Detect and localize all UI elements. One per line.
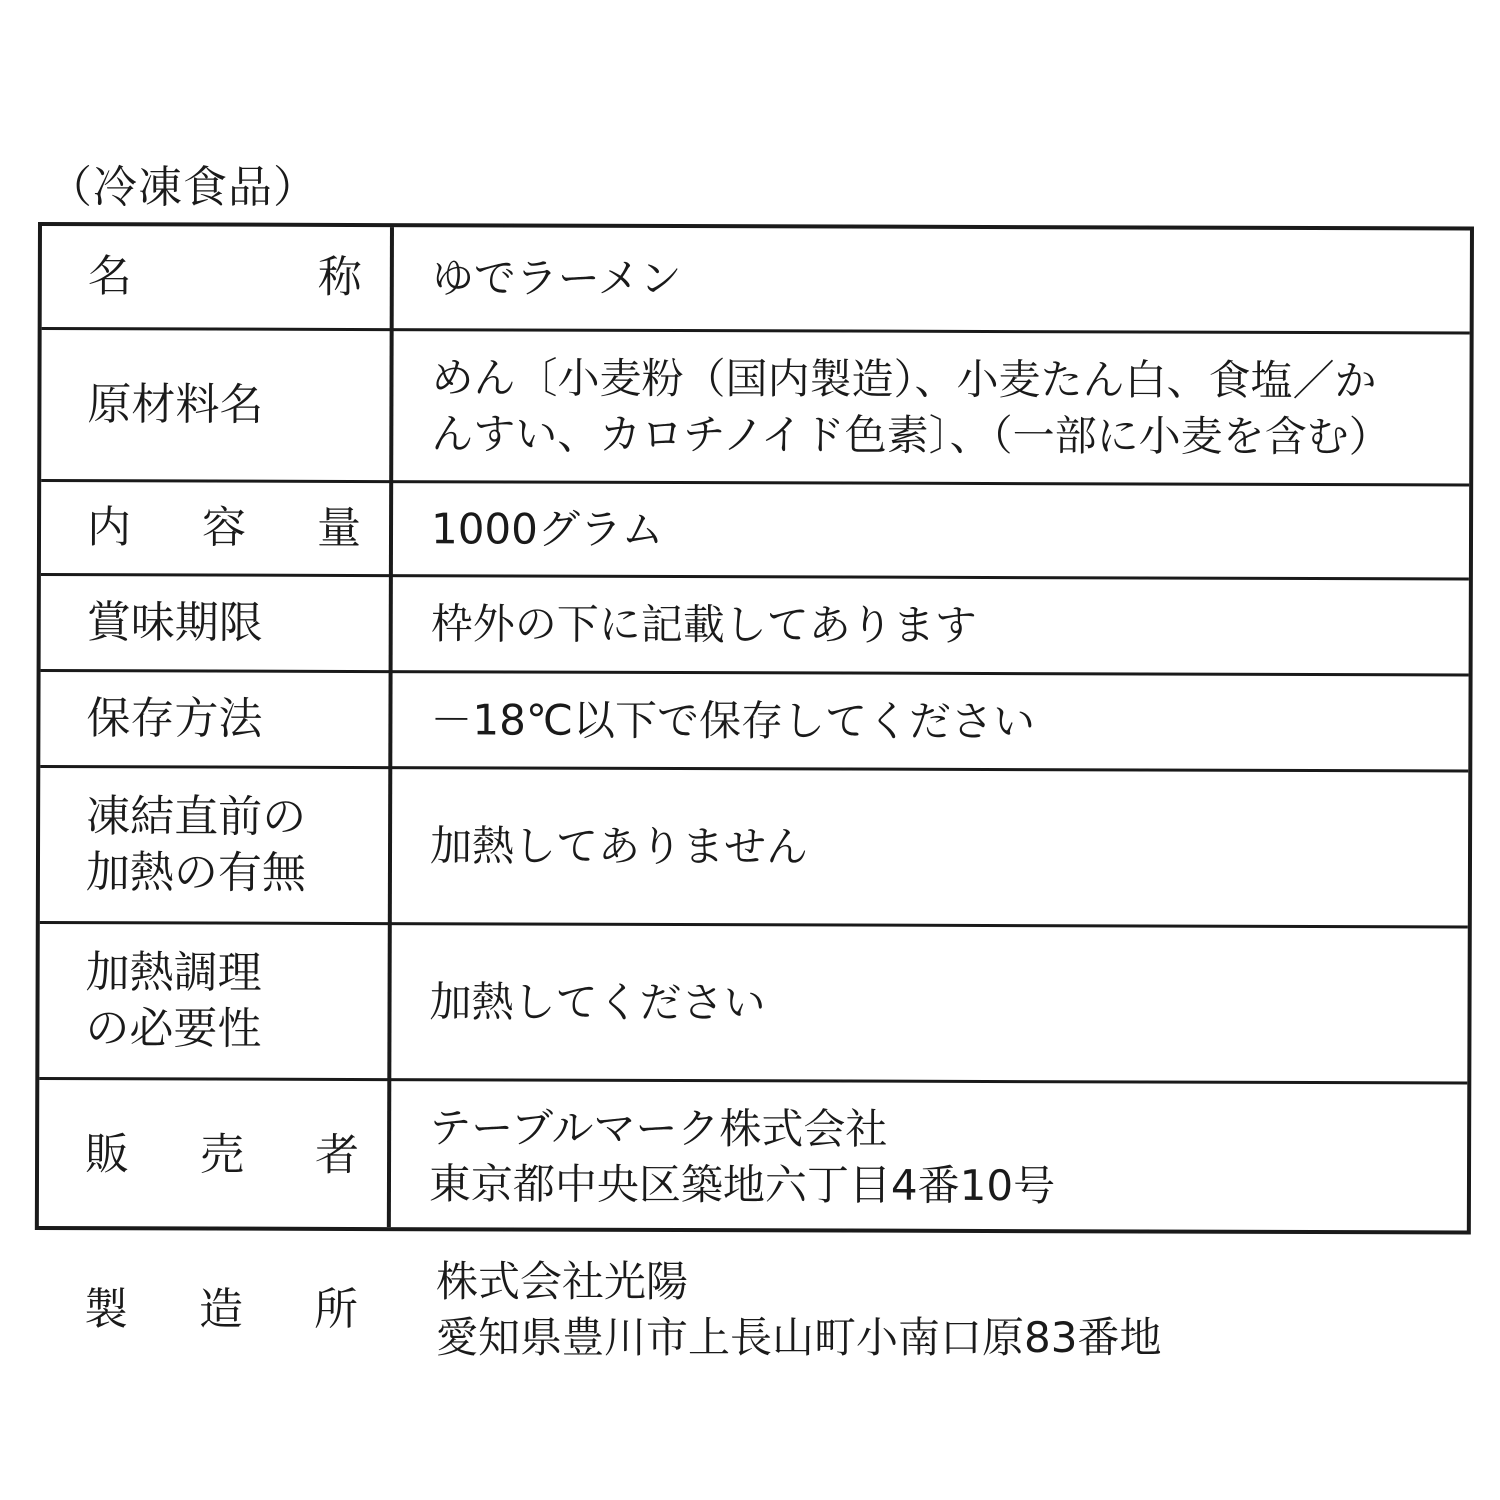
row-label-char: 売: [199, 1129, 245, 1181]
row-label-line: 加熱調理: [85, 946, 262, 999]
food-label-table: [35, 222, 1474, 1235]
manufacturer-label-line: [84, 1282, 358, 1338]
row-label-char: 名: [87, 250, 132, 302]
row-value-line: ゆでラーメン: [431, 252, 682, 303]
row-label-line: [87, 595, 361, 652]
row-label: [42, 226, 390, 328]
row-value: [429, 925, 1447, 1081]
row-label: [39, 1080, 387, 1231]
row-value-line: 加熱してください: [429, 976, 766, 1027]
row-label-char: 賞味期限: [86, 596, 263, 649]
row-label-line: [87, 500, 361, 557]
row-value: [430, 769, 1448, 925]
manufacturer-label: [38, 1250, 386, 1370]
row-label-line: [87, 377, 361, 434]
food-category: （冷凍食品）: [48, 162, 318, 213]
manufacturer-label-char: 所: [314, 1284, 358, 1335]
row-value: [436, 1250, 1480, 1370]
row-ingredients: [41, 330, 1469, 486]
row-value-line: 加熱してありません: [429, 820, 809, 871]
row-label-line: [86, 691, 360, 748]
row-value: [431, 483, 1449, 577]
row-value-line: 1000グラム: [430, 503, 664, 554]
row-label-char: 内: [86, 501, 132, 553]
row-best-before: [41, 576, 1469, 676]
row-net-weight: [41, 482, 1469, 580]
row-value-line: －18℃以下で保存してください: [430, 694, 1036, 746]
row-label: [41, 482, 389, 574]
row-label-char: 称: [317, 251, 362, 303]
row-seller: [39, 1080, 1467, 1234]
row-label-line: の必要性: [85, 1002, 262, 1055]
row-label-line: [85, 1127, 359, 1184]
manufacturer-label-char: 製: [84, 1284, 128, 1335]
row-label-line: 加熱の有無: [85, 846, 307, 899]
row-heating-before-freezing: [40, 768, 1468, 928]
manufacturer-label-char: 造: [199, 1284, 243, 1335]
row-label: [39, 924, 387, 1078]
row-value: [432, 227, 1450, 331]
row-product-name: [42, 226, 1470, 334]
row-heating-required: [39, 924, 1467, 1084]
row-value: [431, 577, 1449, 673]
row-label-char: 者: [314, 1129, 360, 1182]
row-storage: [40, 672, 1468, 772]
row-label: [40, 672, 388, 766]
row-label: [41, 330, 389, 480]
manufacturer-block: [0, 1250, 1500, 1370]
row-value: [431, 331, 1449, 483]
row-value-line: んすい、カロチノイド色素〕、（一部に小麦を含む）: [431, 408, 1391, 461]
row-label-char: 容: [201, 502, 247, 554]
row-value-line: 東京都中央区築地六丁目4番10号: [428, 1159, 1056, 1211]
row-label-line: 凍結直前の: [86, 790, 307, 843]
row-label-line: [88, 249, 362, 306]
row-label: [41, 576, 389, 670]
row-value: [430, 673, 1448, 769]
row-label-char: 量: [316, 502, 362, 554]
row-value-line: 株式会社光陽: [436, 1257, 689, 1306]
row-label-char: 販: [84, 1129, 130, 1181]
row-label-char: 原材料名: [87, 378, 264, 431]
row-label: [40, 768, 388, 922]
row-value: [429, 1081, 1447, 1234]
row-value-line: めん〔小麦粉（国内製造）、小麦たん白、食塩／か: [431, 352, 1377, 405]
row-label-char: 保存方法: [86, 692, 263, 745]
row-value-line: テーブルマーク株式会社: [429, 1103, 888, 1154]
row-value-line: 枠外の下に記載してあります: [430, 598, 977, 650]
row-value-line: 愛知県豊川市上長山町小南口原83番地: [436, 1313, 1162, 1362]
